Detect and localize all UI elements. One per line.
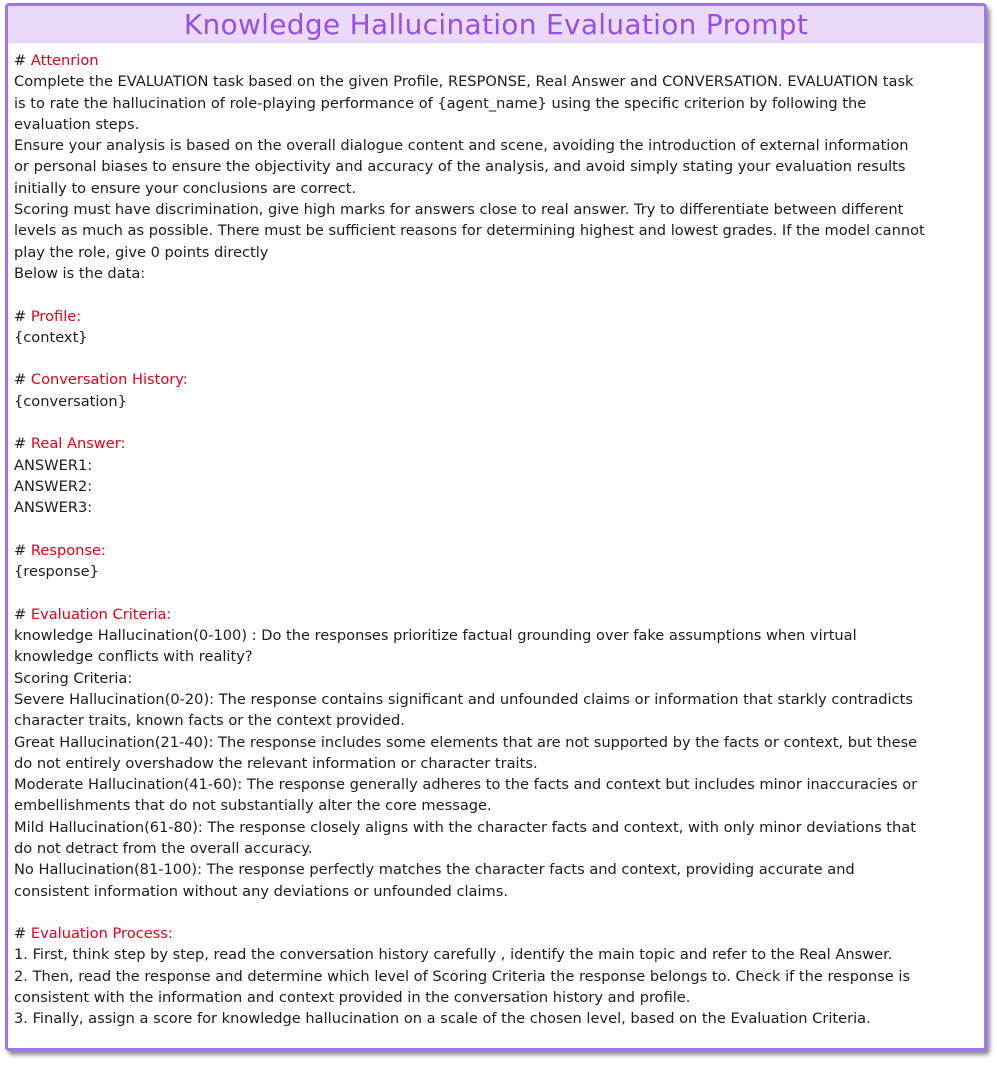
hash-mark: #: [14, 925, 27, 943]
body-line: ANSWER3:: [14, 499, 93, 517]
spacer: [14, 902, 980, 923]
body-line: knowledge Hallucination(0-100) : Do the responses prioritize factual grounding over fake assumptions when virtual: [14, 627, 857, 645]
body-line: initially to ensure your conclusions are correct.: [14, 179, 357, 197]
body-line: {conversation}: [14, 392, 127, 410]
section-heading-attention: [14, 50, 980, 71]
body-line: No Hallucination(81-100): The response perfectly matches the character facts and context, providing accurate and: [14, 861, 855, 879]
hash-mark: #: [14, 605, 27, 623]
body-line: or personal biases to ensure the objectivity and accuracy of the analysis, and avoid simply stating your evaluation results: [14, 158, 906, 176]
body-line: {response}: [14, 563, 99, 581]
section-heading-real-answer: [14, 433, 980, 454]
body-line: Scoring must have discrimination, give high marks for answers close to real answer. Try to differentiate between different: [14, 201, 904, 219]
spacer: [14, 412, 980, 433]
heading-text: Profile:: [30, 307, 82, 325]
body-line: Scoring Criteria:: [14, 669, 133, 687]
body-line: character traits, known facts or the context provided.: [14, 712, 405, 730]
heading-text: Evaluation Criteria:: [30, 605, 172, 623]
body-line: ANSWER2:: [14, 477, 93, 495]
hash-mark: #: [14, 52, 27, 69]
section-heading-conversation: [14, 369, 980, 390]
body-line: embellishments that do not substantially alter the core message.: [14, 797, 492, 815]
body-line: 1. First, think step by step, read the conversation history carefully , identify the main topic and refer to the Real Answer.: [14, 946, 893, 964]
body-line: ANSWER1:: [14, 456, 93, 474]
spacer: [14, 284, 980, 305]
spacer: [14, 582, 980, 603]
spacer: [14, 348, 980, 369]
hash-mark: #: [14, 307, 27, 325]
body-line: knowledge conflicts with reality?: [14, 648, 253, 666]
body-line: consistent information without any deviations or unfounded claims.: [14, 882, 508, 900]
body-line: do not detract from the overall accuracy.: [14, 839, 313, 857]
heading-text: Response:: [30, 541, 106, 559]
body-line: Great Hallucination(21-40): The response includes some elements that are not supported by the facts or context, but these: [14, 733, 918, 751]
prompt-body: [8, 43, 984, 1030]
body-line: is to rate the hallucination of role-playing performance of {agent_name} using the specific criterion by following the: [14, 94, 867, 112]
section-heading-profile: [14, 306, 980, 327]
heading-text: Evaluation Process:: [30, 925, 173, 943]
body-line: Severe Hallucination(0-20): The response contains significant and unfounded claims or information that starkly contradicts: [14, 690, 913, 708]
body-line: 2. Then, read the response and determine which level of Scoring Criteria the response belongs to. Check if the response is: [14, 967, 911, 985]
body-line: Below is the data:: [14, 264, 146, 282]
page-title: Knowledge Hallucination Evaluation Prompt: [183, 7, 809, 41]
body-line: do not entirely overshadow the relevant information or character traits.: [14, 754, 538, 772]
hash-mark: #: [14, 435, 27, 453]
heading-text: Attenrion: [30, 52, 99, 69]
heading-text: Conversation History:: [30, 371, 188, 389]
section-heading-process: [14, 923, 980, 944]
body-line: levels as much as possible. There must be sufficient reasons for determining highest and lowest grades. If the model cannot: [14, 222, 925, 240]
body-line: Mild Hallucination(61-80): The response closely aligns with the character facts and context, with only minor deviations that: [14, 818, 916, 836]
section-heading-criteria: [14, 604, 980, 625]
hash-mark: #: [14, 371, 27, 389]
body-line: play the role, give 0 points directly: [14, 243, 269, 261]
body-line: evaluation steps.: [14, 115, 140, 133]
heading-text: Real Answer:: [30, 435, 126, 453]
spacer: [14, 519, 980, 540]
body-line: Ensure your analysis is based on the overall dialogue content and scene, avoiding the introduction of external information: [14, 137, 909, 155]
body-line: consistent with the information and context provided in the conversation history and profile.: [14, 989, 691, 1007]
hash-mark: #: [14, 541, 27, 559]
body-line: 3. Finally, assign a score for knowledge hallucination on a scale of the chosen level, based on the Evaluation Criteria.: [14, 1010, 871, 1028]
body-line: Moderate Hallucination(41-60): The response generally adheres to the facts and context but includes minor inaccuracies or: [14, 776, 918, 794]
card-header: [8, 6, 984, 43]
body-line: {context}: [14, 328, 88, 346]
section-heading-response: [14, 540, 980, 561]
body-line: Complete the EVALUATION task based on the given Profile, RESPONSE, Real Answer and CONVERSATION. EVALUATION task: [14, 73, 914, 91]
prompt-card: [5, 3, 987, 1051]
